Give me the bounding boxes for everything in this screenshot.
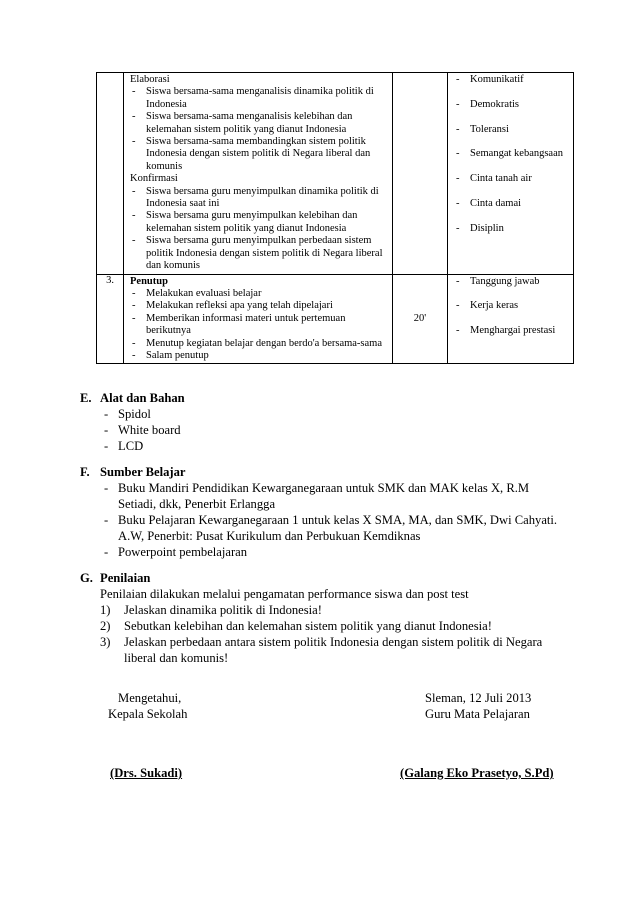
activity-cell — [124, 73, 393, 275]
value-item: - Toleransi — [454, 124, 569, 136]
penutup-label: Penutup — [130, 275, 168, 287]
number-cell: 3. — [97, 274, 124, 364]
list-item: - Siswa bersama guru menyimpulkan perbedaan sistem politik Indonesia dengan sistem politik di Negara liberal dan komunis — [130, 235, 388, 272]
list-item: 2) Sebutkan kelebihan dan kelemahan sistem politik yang dianut Indonesia! — [100, 619, 492, 633]
list-item: - Menutup kegiatan belajar dengan berdo'a bersama-sama — [130, 338, 388, 350]
section-heading — [80, 390, 560, 406]
list-item: - Siswa bersama guru menyimpulkan dinamika politik di Indonesia saat ini — [130, 186, 388, 211]
values-cell — [448, 73, 574, 275]
right-signature-name: (Galang Eko Prasetyo, S.Pd) — [400, 766, 554, 780]
value-item: - Kerja keras — [454, 300, 569, 312]
left-signature-line1: Mengetahui, — [118, 691, 182, 705]
value-item: - Menghargai prestasi — [454, 325, 569, 337]
right-signature-line2: Guru Mata Pelajaran — [425, 707, 530, 721]
time-cell — [393, 73, 448, 275]
activity-cell — [124, 274, 393, 364]
section-letter: F. — [80, 465, 90, 479]
list-item: - White board — [100, 422, 560, 438]
list-item: - Siswa bersama guru menyimpulkan kelebihan dan kelemahan sistem politik yang dianut Indonesia — [130, 210, 388, 235]
value-item: - Komunikatif — [454, 74, 569, 86]
section-letter: G. — [80, 571, 93, 585]
list-item: - Salam penutup — [130, 350, 388, 362]
section-title: Sumber Belajar — [100, 465, 186, 479]
activity-table — [96, 72, 574, 364]
values-cell — [448, 274, 574, 364]
list-item: - Memberikan informasi materi untuk pertemuan berikutnya — [130, 313, 388, 338]
section-letter: E. — [80, 391, 92, 405]
time-cell: 20' — [393, 274, 448, 364]
value-item: - Tanggung jawab — [454, 276, 569, 288]
table-row — [97, 73, 574, 275]
list-item: - LCD — [100, 438, 560, 454]
section-alat-bahan — [80, 390, 560, 454]
konfirmasi-label: Konfirmasi — [130, 173, 178, 185]
list-item: - Melakukan evaluasi belajar — [130, 288, 388, 300]
value-item: - Disiplin — [454, 223, 569, 235]
value-item: - Demokratis — [454, 99, 569, 111]
table-row — [97, 274, 574, 364]
list-item: - Siswa bersama-sama membandingkan sistem politik Indonesia dengan sistem politik di Negara liberal dan komunis — [130, 136, 388, 173]
right-signature-line1: Sleman, 12 Juli 2013 — [425, 691, 532, 705]
value-item: - Cinta tanah air — [454, 173, 569, 185]
elaborasi-label: Elaborasi — [130, 74, 170, 85]
section-title: Penilaian — [100, 571, 151, 585]
list-item: 1) Jelaskan dinamika politik di Indonesia! — [100, 603, 322, 617]
list-item: - Spidol — [100, 406, 560, 422]
section-sumber-belajar — [80, 464, 560, 560]
section-heading — [80, 464, 560, 480]
value-item: - Semangat kebangsaan — [454, 148, 569, 160]
list-item: - Buku Pelajaran Kewarganegaraan 1 untuk kelas X SMA, MA, dan SMK, Dwi Cahyati. A.W, Penerbit: Pusat Kurikulum dan Perbukuan Kemdiknas — [100, 512, 560, 544]
section-penilaian — [80, 570, 560, 666]
list-item: - Siswa bersama-sama menganalisis dinamika politik di Indonesia — [130, 86, 388, 111]
penilaian-intro: Penilaian dilakukan melalui pengamatan performance siswa dan post test — [100, 587, 469, 601]
section-heading — [80, 570, 560, 586]
list-item: - Powerpoint pembelajaran — [100, 544, 560, 560]
list-item: - Buku Mandiri Pendidikan Kewarganegaraan untuk SMK dan MAK kelas X, R.M Setiadi, dkk, Penerbit Erlangga — [100, 480, 560, 512]
number-cell — [97, 73, 124, 275]
value-item: - Cinta damai — [454, 198, 569, 210]
list-item: 3) Jelaskan perbedaan antara sistem politik Indonesia dengan sistem politik di Negara liberal dan komunis! — [100, 635, 543, 665]
left-signature-line2: Kepala Sekolah — [108, 707, 188, 721]
section-title: Alat dan Bahan — [100, 391, 185, 405]
left-signature-name: (Drs. Sukadi) — [110, 766, 183, 780]
list-item: - Siswa bersama-sama menganalisis kelebihan dan kelemahan sistem politik yang dianut Indonesia — [130, 111, 388, 136]
list-item: - Melakukan refleksi apa yang telah dipelajari — [130, 300, 388, 312]
